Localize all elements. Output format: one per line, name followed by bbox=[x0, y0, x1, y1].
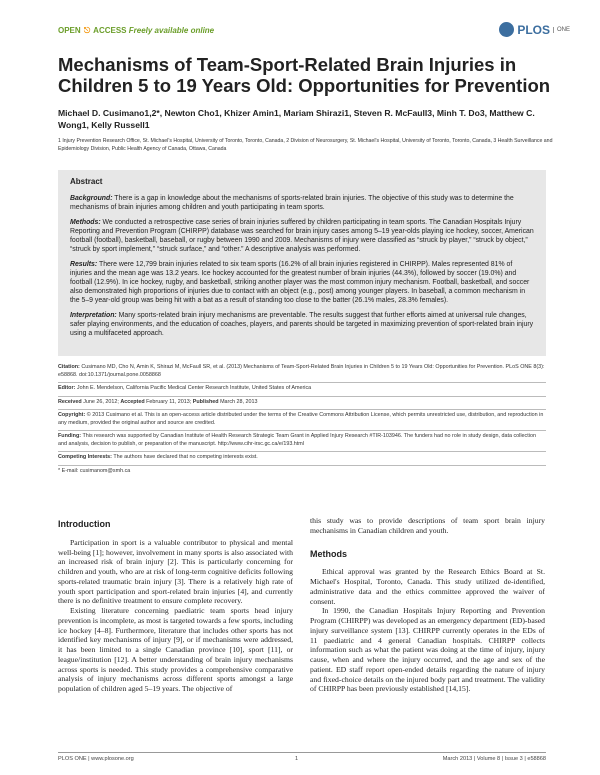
article-title: Mechanisms of Team-Sport-Related Brain Injuries in Children 5 to 19 Years Old: Opportunities for Prevention bbox=[58, 54, 551, 96]
abstract-box bbox=[58, 170, 546, 356]
methods-text: We conducted a retrospective case series of brain injuries suffered by children participating in team sports. The Canadian Hospitals Injury Reporting and Prevention Program (CHIRPP) database was searched for brain injury cases among 5–19 year-olds playing ice hockey, soccer, American football (football), basketball, baseball, or rugby between 1990 and 2009. Mechanisms of injury were classified as “struck by player,” “struck by object,” “struck by sport implement,” “struck surface,” and “other.” A descriptive analysis was performed. bbox=[70, 219, 534, 253]
body-column-left bbox=[58, 520, 293, 694]
interpretation-label: Interpretation: bbox=[70, 312, 117, 319]
access-label: ACCESS bbox=[93, 26, 127, 35]
funding-text: This research was supported by Canadian Institute of Health Research Strategic Team Grant in Applied Injury Research #TIR-103946. The funders had no role in study design, data collection and analysis, decision to publish, or preparation of the manuscript. http://www.cihr-irsc.gc.ca/e/193.html bbox=[58, 433, 536, 447]
editor-label: Editor: bbox=[58, 385, 76, 391]
background-text: There is a gap in knowledge about the mechanisms of sports-related brain injuries. The objective of this study was to determine the mechanisms of brain injuries among children and youth participating in team sports. bbox=[70, 195, 514, 211]
dates-row bbox=[58, 397, 546, 411]
copyright-label: Copyright: bbox=[58, 412, 86, 418]
copyright-row bbox=[58, 410, 546, 431]
one-wordmark: ONE bbox=[553, 27, 570, 33]
email-row: * E-mail: cusimanom@smh.ca bbox=[58, 467, 131, 474]
abstract-methods bbox=[70, 218, 534, 254]
citation-label: Citation: bbox=[58, 364, 80, 370]
abstract-heading: Abstract bbox=[70, 177, 103, 186]
body-column-right bbox=[310, 516, 545, 694]
footer-issue: March 2013 | Volume 8 | Issue 3 | e58868 bbox=[442, 756, 546, 762]
plos-wordmark: PLOS bbox=[517, 22, 550, 37]
copyright-text: © 2013 Cusimano et al. This is an open-access article distributed under the terms of the Creative Commons Attribution License, which permits unrestricted use, distribution, and reproduction in any medium, provided the original author and source are credited. bbox=[58, 412, 544, 426]
results-text: There were 12,799 brain injuries related to six team sports (16.2% of all brain injuries registered in CHIRPP). Males represented 81% of injuries and the mean age was 13.2 years. Ice hockey accounted for the greatest number of brain injuries (44.3%), followed by soccer (19.0%) and football (12.9%). In ice hockey, rugby, and basketball, striking another player was the most common injury mechanism. Football, basketball, and soccer also demonstrated high proportions of injuries due to contact with an object (e.g., post) among younger players. In baseball, a common mechanism in the 5–9 year-old group was being hit with a bat as a result of standing too close to the batter (26.1% males, 28.3% females). bbox=[70, 261, 530, 304]
methods-heading: Methods bbox=[310, 548, 347, 559]
received-date: June 26, 2012; bbox=[83, 398, 119, 405]
published-label: Published bbox=[192, 398, 219, 405]
journal-logo bbox=[499, 22, 570, 37]
citation-row bbox=[58, 362, 546, 383]
introduction-heading: Introduction bbox=[58, 519, 111, 529]
methods-paragraph: In 1990, the Canadian Hospitals Injury Reporting and Prevention Program (CHIRPP) was developed as an emergency department (ED)-based injury surveillance system [13]. CHIRPP currently operates in the EDs of 11 paediatric and 4 general Canadian hospitals. CHIRPP collects information such as what the patient was doing at the time of injury, injury cause, when and where the injury occurred, and the age and sex of the patient. ED staff report open-ended details regarding the nature of injury and fixed-choice details on the injured body part and treatment. The validity of CHIRPP has been previously established [14,15]. bbox=[310, 606, 545, 694]
methods-label: Methods: bbox=[70, 219, 101, 226]
abstract-results bbox=[70, 260, 534, 305]
received-label: Received bbox=[58, 398, 82, 405]
abstract-background bbox=[70, 194, 534, 212]
open-lock-icon: ⎋ bbox=[83, 26, 91, 35]
methods-paragraph: Ethical approval was granted by the Research Ethics Board at St. Michael's Hospital, Toronto, Canada. This study utilized de-identified, administrative data and the ethics committee approved the waiver of consent. bbox=[310, 567, 545, 606]
intro-paragraph: Existing literature concerning paediatric team sports head injury prevention is incomplete, as most is targeted towards a few sports, including ice hockey [4–8]. Furthermore, literature that includes other sports has not identified key mechanisms of injury [9], or if mechanisms were addressed, it has been limited to a single Canadian province [10], sport [11], or league/institution [12]. A better understanding of brain injury mechanisms across sports is needed. This study provides a comprehensive comparative analysis of injury mechanisms across different sports amongst a large population of children aged 5–19 years. The objective of bbox=[58, 606, 293, 693]
journal-header bbox=[58, 20, 570, 40]
article-metadata bbox=[58, 362, 546, 478]
interpretation-text: Many sports-related brain injury mechanisms are preventable. The results suggest that further efforts aimed at universal rule changes, safer playing environments, and the education of coaches, players, and parents should be targeted in maximizing prevention of sport-related brain injury using a multifaceted approach. bbox=[70, 312, 534, 337]
page-number: 1 bbox=[295, 756, 299, 762]
competing-label: Competing Interests: bbox=[58, 454, 112, 460]
editor-row bbox=[58, 383, 546, 397]
published-date: March 28, 2013 bbox=[220, 398, 258, 405]
editor-text: John E. Mendelson, California Pacific Medical Center Research Institute, United States of America bbox=[76, 385, 312, 391]
citation-text: Cusimano MD, Cho N, Amin K, Shirazi M, McFaull SR, et al. (2013) Mechanisms of Team-Sport-Related Brain Injuries in Children 5 to 19 Years Old: Opportunities for Prevention. PLoS ONE 8(3): e58868. doi:10.1371/journal.pone.0058868 bbox=[58, 364, 545, 378]
abstract-interpretation bbox=[70, 311, 534, 338]
intro-paragraph-continued: this study was to provide descriptions of team sport brain injury mechanisms in Canadian children and youth. bbox=[310, 516, 545, 535]
background-label: Background: bbox=[70, 195, 113, 202]
funding-label: Funding: bbox=[58, 433, 82, 439]
methods-section bbox=[310, 550, 545, 695]
accepted-date: February 11, 2013; bbox=[146, 398, 192, 405]
open-access-banner bbox=[58, 26, 214, 36]
funding-row bbox=[58, 431, 546, 452]
plos-circle-icon bbox=[499, 22, 514, 37]
author-list: Michael D. Cusimano1,2*, Newton Cho1, Khizer Amin1, Mariam Shirazi1, Steven R. McFaull3, Minh T. Do3, Matthew C. Wong1, Kelly Russell1 bbox=[58, 108, 535, 130]
affiliations: 1 Injury Prevention Research Office, St. Michael's Hospital, University of Toronto, Toronto, Canada, 2 Division of Neurosurgery, St. Michael's Hospital, University of Toronto, Toronto, Canada, 3 Health Surveillance and Epidemiology Division, Public Health Agency of Canada, Ottawa, Canada bbox=[58, 138, 553, 152]
freely-available-label: Freely available online bbox=[128, 26, 215, 35]
competing-text: The authors have declared that no competing interests exist. bbox=[113, 454, 258, 460]
footer-journal: PLOS ONE | www.plosone.org bbox=[58, 756, 134, 762]
intro-paragraph: Participation in sport is a valuable contributor to physical and mental well-being [1]; however, involvement in many sports is also associated with an increased risk of brain injury [2]. This is particularly concerning for children and youth, who are at risk of long-term cognitive deficits following sports-related traumatic brain injury [3]. There is a relatively high rate of youth sport participation and sport-related brain injuries [4], and currently there is no definitive treatment to ensure complete recovery. bbox=[58, 537, 293, 606]
competing-interests-row bbox=[58, 452, 546, 466]
open-label: OPEN bbox=[58, 26, 81, 35]
page-footer bbox=[58, 752, 546, 762]
accepted-label: Accepted bbox=[120, 398, 145, 405]
results-label: Results: bbox=[70, 261, 98, 268]
